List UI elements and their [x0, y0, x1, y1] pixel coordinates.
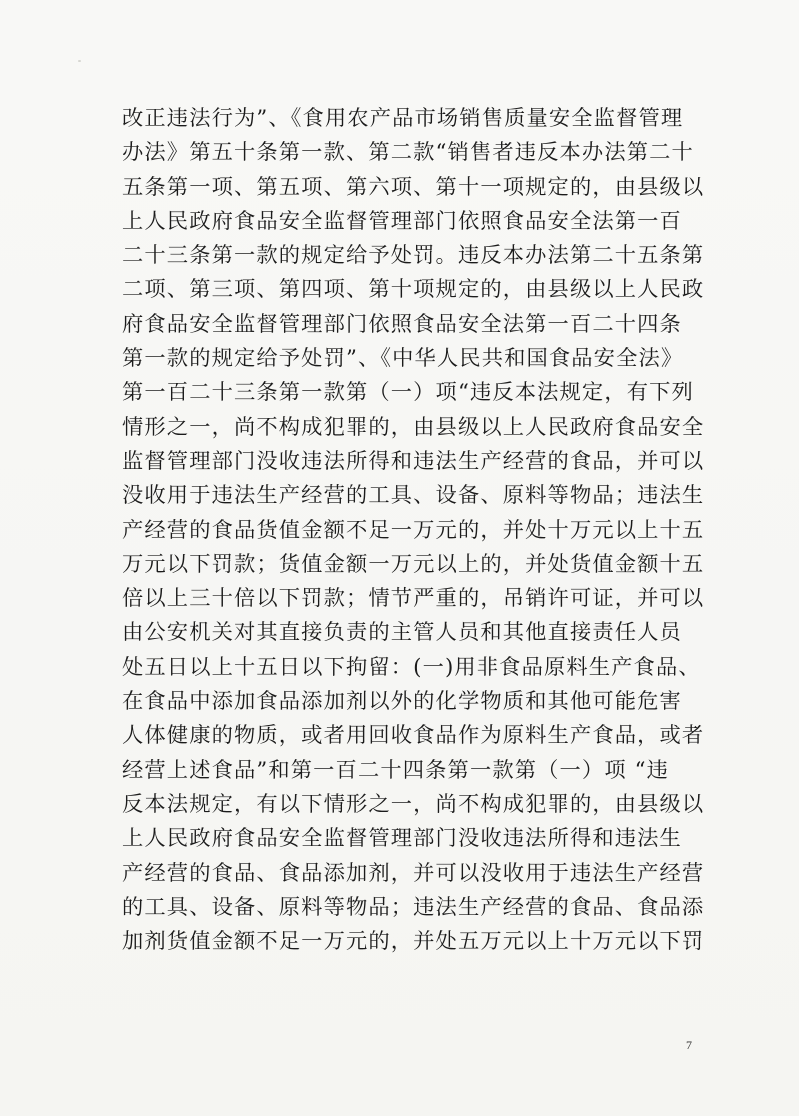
body-line: 第一款的规定给予处罚”、《中华人民共和国食品安全法》 [122, 346, 684, 372]
body-line: 上人民政府食品安全监督管理部门没收违法所得和违法生 [122, 826, 682, 852]
body-line: 处五日以上十五日以下拘留：(一)用非食品原料生产食品、 [122, 654, 701, 680]
body-line: 办法》第五十条第一款、第二款“销售者违反本办法第二十 [122, 140, 694, 166]
body-line: 改正违法行为”、《食用农产品市场销售质量安全监督管理 [122, 106, 684, 131]
document-body [122, 102, 705, 959]
body-line: 在食品中添加食品添加剂以外的化学物质和其他可能危害 [122, 689, 682, 715]
body-line: 人体健康的物质，或者用回收食品作为原料生产食品，或者 [122, 723, 705, 749]
body-line: 二项、第三项、第四项、第十项规定的，由县级以上人民政 [122, 277, 705, 303]
body-line: 情形之一，尚不构成犯罪的，由县级以上人民政府食品安全 [122, 414, 705, 440]
body-line: 倍以上三十倍以下罚款；情节严重的，吊销许可证，并可以 [122, 586, 705, 612]
body-line: 监督管理部门没收违法所得和违法生产经营的食品，并可以 [122, 448, 705, 474]
body-line: 的工具、设备、原料等物品；违法生产经营的食品、食品添 [122, 894, 705, 920]
body-line: 加剂货值金额不足一万元的，并处五万元以上十万元以下罚 [122, 929, 705, 955]
body-line: 反本法规定，有以下情形之一，尚不构成犯罪的，由县级以 [122, 791, 705, 817]
body-line: 产经营的食品货值金额不足一万元的，并处十万元以上十五 [122, 517, 705, 543]
body-line: 经营上述食品”和第一百二十四条第一款第（一）项 “违 [122, 757, 669, 783]
scan-speck [78, 60, 81, 62]
body-line: 二十三条第一款的规定给予处罚。违反本办法第二十五条第 [122, 243, 705, 269]
body-line: 上人民政府食品安全监督管理部门依照食品安全法第一百 [122, 208, 682, 234]
body-line: 万元以下罚款；货值金额一万元以上的，并处货值金额十五 [122, 551, 705, 577]
body-line: 没收用于违法生产经营的工具、设备、原料等物品；违法生 [122, 483, 705, 509]
body-line: 五条第一项、第五项、第六项、第十一项规定的，由县级以 [122, 174, 705, 200]
page-number: 7 [686, 1038, 692, 1052]
body-line: 府食品安全监督管理部门依照食品安全法第一百二十四条 [122, 311, 682, 337]
body-line: 由公安机关对其直接负责的主管人员和其他直接责任人员 [122, 620, 682, 646]
body-line: 第一百二十三条第一款第（一）项“违反本法规定，有下列 [122, 380, 694, 406]
body-line: 产经营的食品、食品添加剂，并可以没收用于违法生产经营 [122, 860, 705, 886]
